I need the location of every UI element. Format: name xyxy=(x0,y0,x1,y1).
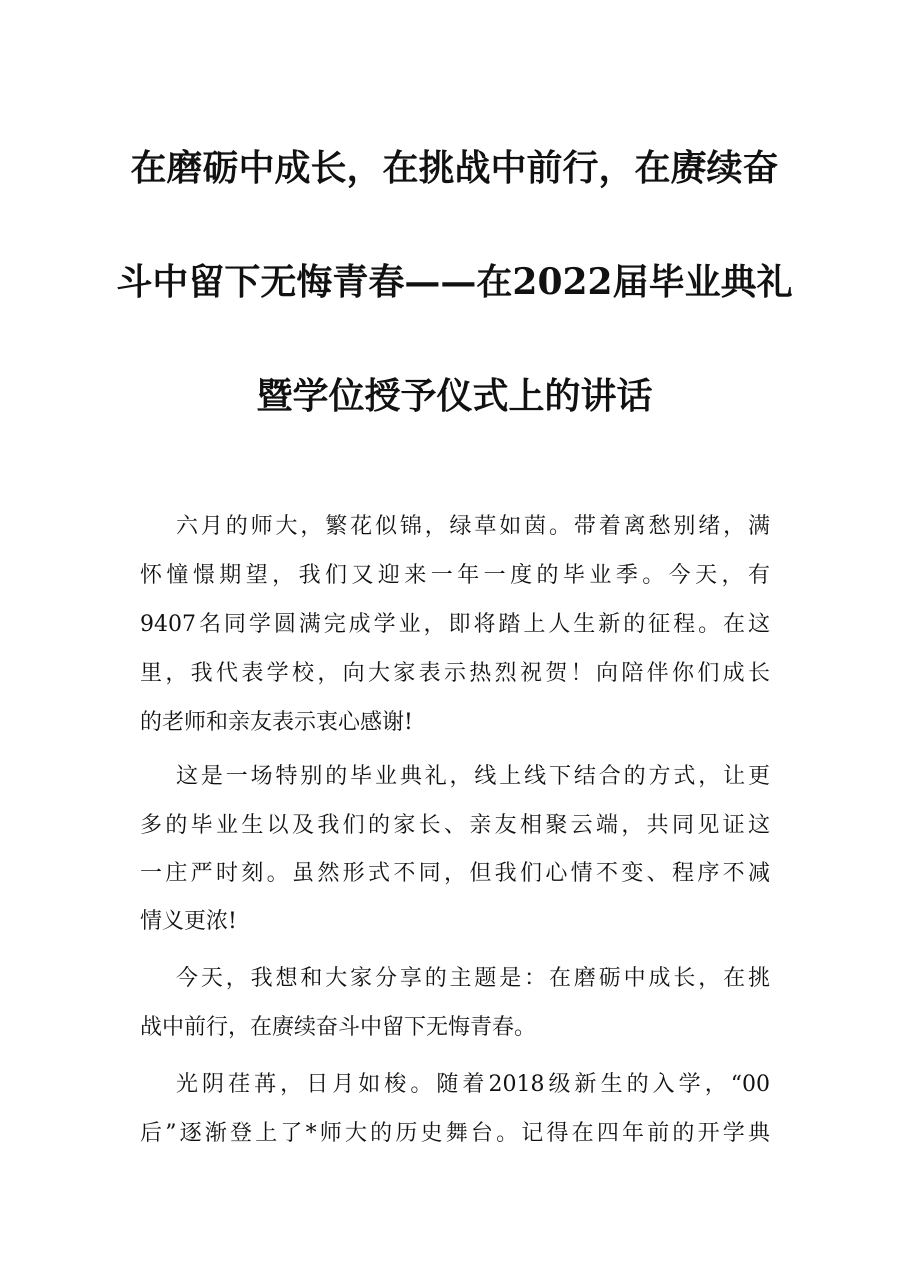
paragraph-3-line-2: 战中前行，在赓续奋斗中留下无悔青春。 xyxy=(140,1015,537,1040)
paragraph-2-line-4: 情义更浓! xyxy=(140,909,237,934)
document-title-line-2: 斗中留下无悔青春——在2022届毕业典礼 xyxy=(116,261,793,303)
paragraph-2-line-3: 一庄严时刻。虽然形式不同，但我们心情不变、程序不减 xyxy=(140,861,770,886)
paragraph-2-line-2: 多的毕业生以及我们的家长、亲友相聚云端，共同见证这 xyxy=(140,813,770,838)
document-title-line-1: 在磨砺中成长，在挑战中前行，在赓续奋 xyxy=(130,147,779,189)
paragraph-1-line-5: 的老师和亲友表示衷心感谢! xyxy=(140,710,413,735)
paragraph-1-line-2: 怀憧憬期望，我们又迎来一年一度的毕业季。今天，有 xyxy=(140,563,770,588)
paragraph-4-line-2: 后”逐渐登上了*师大的历史舞台。记得在四年前的开学典 xyxy=(140,1121,770,1146)
document-title-line-3: 暨学位授予仪式上的讲话 xyxy=(256,375,653,417)
paragraph-1-line-1: 六月的师大，繁花似锦，绿草如茵。带着离愁别绪，满 xyxy=(176,514,770,539)
paragraph-1-line-3: 9407名同学圆满完成学业，即将踏上人生新的征程。在这 xyxy=(140,612,770,637)
paragraph-4-line-1: 光阴荏苒，日月如梭。随着2018级新生的入学，“00 xyxy=(176,1072,770,1097)
paragraph-3-line-1: 今天，我想和大家分享的主题是：在磨砺中成长，在挑 xyxy=(176,966,770,991)
paragraph-2-line-1: 这是一场特别的毕业典礼，线上线下结合的方式，让更 xyxy=(176,764,770,789)
paragraph-1-line-4: 里，我代表学校，向大家表示热烈祝贺！向陪伴你们成长 xyxy=(140,661,770,686)
